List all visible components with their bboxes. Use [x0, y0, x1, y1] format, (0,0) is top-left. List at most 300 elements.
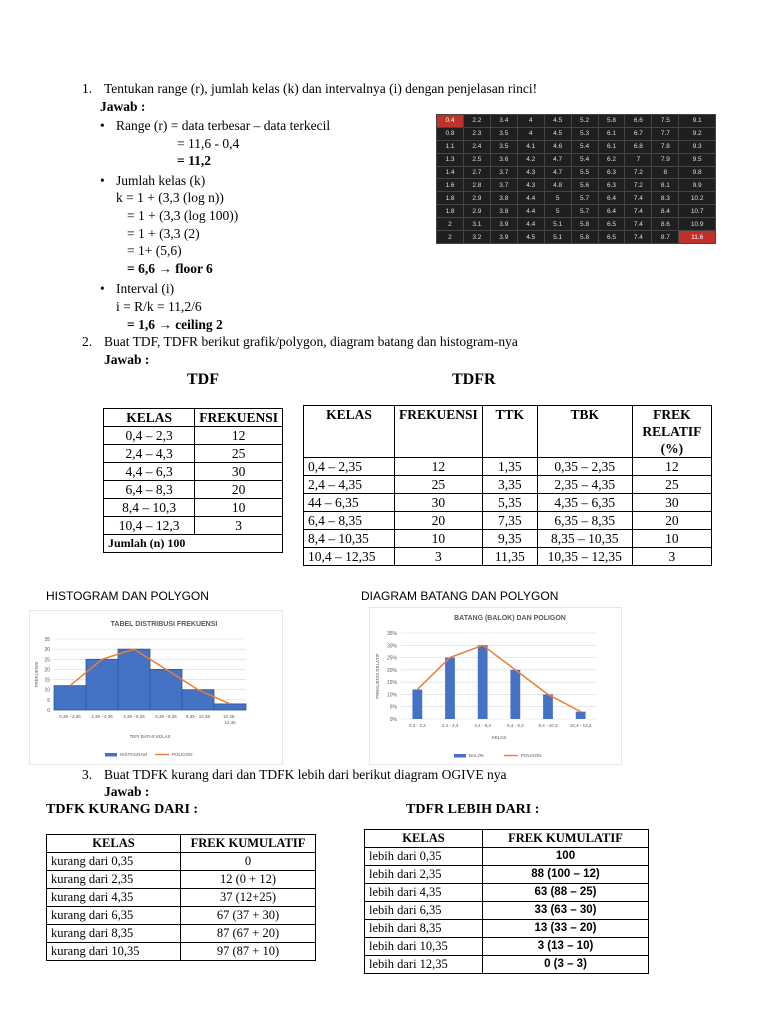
chart-bar — [150, 669, 182, 710]
chart-bar — [118, 649, 150, 710]
tdfr-header-tbk: TBK — [537, 406, 632, 458]
lebih-header-kelas: KELAS — [365, 830, 483, 848]
grid-cell: 4.5 — [544, 127, 571, 140]
q1-jawab: Jawab : — [100, 99, 146, 114]
q3-jawab: Jawab : — [104, 784, 150, 799]
kelas-line-2: = 1 + (3,3 (log 100)) — [127, 208, 239, 223]
grid-cell: 7.8 — [652, 140, 679, 153]
grid-cell: 5.4 — [571, 153, 598, 166]
tdfr-relatif: 25 — [632, 476, 711, 494]
lebih-frek: 100 — [483, 848, 649, 866]
table-row — [365, 866, 649, 884]
grid-cell: 5.1 — [544, 218, 571, 231]
x-tick-label: 0,35 - 2,35 — [59, 714, 81, 719]
x-tick-label: 10,4 - 12,3 — [569, 723, 592, 728]
kelas-line-4: = 1+ (5,6) — [127, 243, 182, 258]
kurang-frek: 0 — [181, 853, 316, 871]
kurang-header-frek: FREK KUMULATIF — [181, 835, 316, 853]
grid-cell: 4.4 — [517, 192, 544, 205]
x-tick-label: 8,4 - 10,3 — [538, 723, 558, 728]
table-row — [47, 871, 316, 889]
tdfr-kelas: 8,4 – 10,35 — [304, 530, 395, 548]
y-tick-label: 5 — [47, 697, 50, 704]
tdfr-relatif: 10 — [632, 530, 711, 548]
grid-cell: 4.3 — [517, 166, 544, 179]
kurang-kelas: kurang dari 4,35 — [47, 889, 181, 907]
table-row — [304, 548, 712, 566]
tdfr-ttk: 3,35 — [482, 476, 537, 494]
tdfr-kelas: 6,4 – 8,35 — [304, 512, 395, 530]
chart-bar — [412, 690, 422, 719]
tdf-kelas: 8,4 – 10,3 — [104, 499, 195, 517]
lebih-kelas: lebih dari 2,35 — [365, 866, 483, 884]
x-tick-label: 12,35 — [224, 720, 236, 725]
x-tick-label: 10,35 - — [222, 714, 238, 719]
tdfr-tbk: 0,35 – 2,35 — [537, 458, 632, 476]
grid-cell: 5.6 — [571, 179, 598, 192]
tdfr-relatif: 12 — [632, 458, 711, 476]
grid-cell: 4.5 — [544, 115, 571, 128]
grid-cell: 8 — [652, 166, 679, 179]
grid-cell: 4.2 — [517, 153, 544, 166]
table-row — [104, 427, 283, 445]
q2-jawab: Jawab : — [104, 352, 150, 367]
table-row — [365, 884, 649, 902]
tdfr-frek: 10 — [395, 530, 483, 548]
histogram-chart — [29, 610, 283, 765]
grid-cell: 3.5 — [490, 140, 517, 153]
tdfr-kelas: 10,4 – 12,35 — [304, 548, 395, 566]
y-tick-label: 10 — [44, 687, 50, 694]
grid-cell: 7.4 — [625, 192, 652, 205]
grid-cell: 2.7 — [463, 166, 490, 179]
legend-swatch-bar — [105, 753, 117, 757]
kelas-result: = 6,6 → floor 6 — [127, 261, 213, 276]
grid-cell: 3.4 — [490, 115, 517, 128]
lebih-frek: 3 (13 – 10) — [483, 938, 649, 956]
grid-cell: 5.8 — [598, 115, 625, 128]
table-row — [365, 956, 649, 974]
kurang-kelas: kurang dari 10,35 — [47, 943, 181, 961]
grid-cell: 9.2 — [679, 127, 716, 140]
tdf-heading: TDF — [187, 371, 219, 388]
chart-bar — [445, 658, 455, 719]
tdfr-relatif: 30 — [632, 494, 711, 512]
tdf-frek: 25 — [195, 445, 283, 463]
raw-data-grid — [436, 114, 716, 244]
grid-cell: 6.3 — [598, 179, 625, 192]
grid-cell: 10.2 — [679, 192, 716, 205]
histogram-caption: HISTOGRAM DAN POLYGON — [46, 589, 209, 603]
grid-cell: 9.5 — [679, 153, 716, 166]
grid-cell: 9.1 — [679, 115, 716, 128]
y-tick-label: 0% — [389, 717, 397, 723]
x-tick-label: 0,4 - 2,3 — [409, 723, 426, 728]
table-row — [304, 512, 712, 530]
grid-row — [437, 231, 716, 244]
grid-cell: 5.7 — [571, 205, 598, 218]
kurang-frek: 37 (12+25) — [181, 889, 316, 907]
grid-cell: 7.4 — [625, 205, 652, 218]
y-tick-label: 35% — [386, 631, 397, 637]
grid-cell: 3.7 — [490, 166, 517, 179]
y-tick-label: 0 — [47, 708, 50, 714]
grid-cell: 3.9 — [490, 218, 517, 231]
grid-cell: 3.8 — [490, 205, 517, 218]
grid-cell: 1.6 — [437, 179, 464, 192]
kurang-header-kelas: KELAS — [47, 835, 181, 853]
lebih-frek: 0 (3 – 3) — [483, 956, 649, 974]
grid-cell: 7.4 — [625, 231, 652, 244]
lebih-kelas: lebih dari 6,35 — [365, 902, 483, 920]
polygon-line — [417, 645, 580, 711]
range-result: = 11,2 — [177, 153, 211, 168]
legend-swatch-bar — [454, 754, 466, 758]
grid-cell: 8.1 — [652, 179, 679, 192]
x-axis-label: TEPI BATAS KELAS — [129, 734, 171, 739]
table-row — [365, 920, 649, 938]
grid-cell: 3.8 — [490, 192, 517, 205]
table-row — [365, 938, 649, 956]
grid-cell: 5.8 — [571, 218, 598, 231]
grid-cell: 5 — [544, 192, 571, 205]
table-row — [104, 463, 283, 481]
lebih-frek: 13 (33 – 20) — [483, 920, 649, 938]
histogram-svg — [30, 611, 284, 766]
range-label: • Range (r) = data terbesar – data terkecil — [116, 117, 330, 134]
table-row — [47, 907, 316, 925]
grid-cell: 7.2 — [625, 166, 652, 179]
grid-cell: 2.5 — [463, 153, 490, 166]
tdfr-relatif: 3 — [632, 548, 711, 566]
tdfr-heading: TDFR — [452, 371, 496, 388]
kelas-line-1: k = 1 + (3,3 (log n)) — [116, 190, 224, 205]
grid-cell: 9.3 — [679, 140, 716, 153]
table-row — [304, 458, 712, 476]
q1-number: 1. — [82, 81, 93, 96]
grid-cell: 5.3 — [571, 127, 598, 140]
grid-cell: 0.8 — [437, 127, 464, 140]
grid-cell: 6.2 — [598, 153, 625, 166]
x-tick-label: 4,35 - 6,35 — [123, 714, 145, 719]
kelas-line-3: = 1 + (3,3 (2) — [127, 226, 200, 241]
bar-svg — [370, 608, 623, 766]
chart-bar — [54, 686, 86, 710]
tdf-frek: 20 — [195, 481, 283, 499]
grid-cell: 6.3 — [598, 166, 625, 179]
table-row — [304, 476, 712, 494]
raw-data-table — [436, 114, 716, 244]
y-axis-label: FREKUENSI RELATIF — [375, 653, 380, 699]
grid-cell: 5.2 — [571, 115, 598, 128]
q1-text: Tentukan range (r), jumlah kelas (k) dan intervalnya (i) dengan penjelasan rinci! — [104, 81, 538, 96]
range-calc: = 11,6 - 0,4 — [177, 136, 240, 151]
tdfr-ttk: 9,35 — [482, 530, 537, 548]
tdf-frek: 30 — [195, 463, 283, 481]
tdfr-frek: 12 — [395, 458, 483, 476]
lebih-kelas: lebih dari 8,35 — [365, 920, 483, 938]
chart-bar — [86, 659, 118, 710]
lebih-kelas: lebih dari 12,35 — [365, 956, 483, 974]
grid-cell: 1.1 — [437, 140, 464, 153]
legend-label-bar: HISTOGRAM — [120, 752, 148, 757]
kurang-frek: 67 (37 + 30) — [181, 907, 316, 925]
interval-calc: i = R/k = 11,2/6 — [116, 299, 202, 314]
legend-label-line: POLIGON — [521, 753, 542, 758]
grid-cell: 7 — [625, 153, 652, 166]
grid-cell: 3.7 — [490, 179, 517, 192]
grid-cell: 4.7 — [544, 153, 571, 166]
x-tick-label: 6,35 - 8,35 — [155, 714, 177, 719]
grid-cell: 10.9 — [679, 218, 716, 231]
y-tick-label: 30 — [44, 647, 50, 654]
table-row — [104, 499, 283, 517]
grid-row — [437, 166, 716, 179]
lebih-frek: 63 (88 – 25) — [483, 884, 649, 902]
grid-cell: 8.3 — [652, 192, 679, 205]
grid-cell: 4.4 — [517, 218, 544, 231]
grid-cell: 5.1 — [544, 231, 571, 244]
grid-cell: 6.4 — [598, 205, 625, 218]
tdf-total: Jumlah (n) 100 — [104, 535, 283, 553]
y-tick-label: 10% — [386, 692, 397, 699]
table-row — [104, 517, 283, 535]
x-tick-label: 4,4 - 6,3 — [474, 723, 491, 728]
grid-row — [437, 218, 716, 231]
grid-cell: 2.8 — [463, 179, 490, 192]
tdfr-tbk: 10,35 – 12,35 — [537, 548, 632, 566]
grid-cell: 3.2 — [463, 231, 490, 244]
x-tick-label: 8,35 - 10,35 — [185, 714, 211, 719]
tdfr-tbk: 4,35 – 6,35 — [537, 494, 632, 512]
tdfr-frek: 20 — [395, 512, 483, 530]
grid-cell: 2 — [437, 218, 464, 231]
kurang-heading: TDFK KURANG DARI : — [46, 802, 199, 817]
tdf-kelas: 0,4 – 2,3 — [104, 427, 195, 445]
lebih-table — [364, 829, 649, 974]
grid-cell: 7.7 — [652, 127, 679, 140]
q2-number: 2. — [82, 334, 93, 349]
lebih-heading: TDFR LEBIH DARI : — [406, 802, 540, 817]
grid-cell: 6.8 — [625, 140, 652, 153]
kurang-kelas: kurang dari 0,35 — [47, 853, 181, 871]
grid-cell: 8.6 — [652, 218, 679, 231]
grid-cell: 9.9 — [679, 179, 716, 192]
grid-row — [437, 205, 716, 218]
y-tick-label: 15% — [386, 680, 397, 687]
y-tick-label: 20 — [44, 667, 50, 674]
grid-cell: 5.4 — [571, 140, 598, 153]
grid-cell: 6.7 — [625, 127, 652, 140]
chart-bar — [182, 690, 214, 710]
y-axis-label: FREKUENSI — [34, 661, 39, 688]
grid-cell: 3.1 — [463, 218, 490, 231]
grid-row — [437, 127, 716, 140]
grid-cell: 4.5 — [517, 231, 544, 244]
grid-cell: 2.9 — [463, 205, 490, 218]
tdfr-header-ttk: TTK — [482, 406, 537, 458]
tdfr-relatif: 20 — [632, 512, 711, 530]
q3-number: 3. — [82, 767, 93, 782]
table-row — [365, 902, 649, 920]
lebih-frek: 88 (100 – 12) — [483, 866, 649, 884]
x-tick-label: 2,35 - 4,35 — [91, 714, 113, 719]
grid-cell: 3.5 — [490, 127, 517, 140]
grid-cell: 1.3 — [437, 153, 464, 166]
chart-bar — [214, 704, 246, 710]
grid-cell: 10.7 — [679, 205, 716, 218]
tdf-header-kelas: KELAS — [104, 409, 195, 427]
grid-cell: 6.5 — [598, 218, 625, 231]
kurang-frek: 12 (0 + 12) — [181, 871, 316, 889]
lebih-kelas: lebih dari 10,35 — [365, 938, 483, 956]
q2-text: Buat TDF, TDFR berikut grafik/polygon, diagram batang dan histogram-nya — [104, 334, 518, 349]
grid-cell: 4.1 — [517, 140, 544, 153]
y-tick-label: 25 — [44, 657, 50, 664]
q3-text: Buat TDFK kurang dari dan TDFK lebih dari berikut diagram OGIVE nya — [104, 767, 507, 782]
y-tick-label: 20% — [386, 667, 397, 674]
grid-cell: 4 — [517, 127, 544, 140]
lebih-kelas: lebih dari 4,35 — [365, 884, 483, 902]
y-tick-label: 30% — [386, 643, 397, 650]
grid-row — [437, 140, 716, 153]
tdfr-ttk: 11,35 — [482, 548, 537, 566]
tdfr-ttk: 1,35 — [482, 458, 537, 476]
kurang-table — [46, 834, 316, 961]
grid-cell: 6.1 — [598, 140, 625, 153]
grid-cell: 1.4 — [437, 166, 464, 179]
tdfr-header-frekuensi: FREKUENSI — [395, 406, 483, 458]
grid-cell: 6.1 — [598, 127, 625, 140]
grid-cell: 6.4 — [598, 192, 625, 205]
table-row — [304, 494, 712, 512]
kurang-frek: 87 (67 + 20) — [181, 925, 316, 943]
table-row — [304, 530, 712, 548]
tdf-table — [103, 408, 283, 553]
x-tick-label: 2,4 - 4,3 — [441, 723, 459, 728]
tdf-kelas: 6,4 – 8,3 — [104, 481, 195, 499]
grid-cell: 8.7 — [652, 231, 679, 244]
grid-cell: 6.6 — [625, 115, 652, 128]
y-tick-label: 15 — [44, 677, 50, 684]
chart-title: BATANG (BALOK) DAN POLIGON — [454, 615, 566, 622]
grid-cell: 11.6 — [679, 231, 716, 244]
tdfr-tbk: 8,35 – 10,35 — [537, 530, 632, 548]
y-tick-label: 25% — [386, 655, 397, 662]
chart-bar — [576, 712, 586, 719]
tdf-kelas: 10,4 – 12,3 — [104, 517, 195, 535]
grid-cell: 5.5 — [571, 166, 598, 179]
table-row — [104, 445, 283, 463]
grid-cell: 2 — [437, 231, 464, 244]
lebih-kelas: lebih dari 0,35 — [365, 848, 483, 866]
grid-cell: 7.5 — [652, 115, 679, 128]
table-row — [47, 889, 316, 907]
grid-cell: 7.9 — [652, 153, 679, 166]
grid-cell: 6.5 — [598, 231, 625, 244]
legend-label-bar: BALOK — [469, 753, 485, 758]
tdf-kelas: 2,4 – 4,3 — [104, 445, 195, 463]
y-tick-label: 5% — [389, 704, 397, 711]
grid-row — [437, 115, 716, 128]
tdfr-ttk: 7,35 — [482, 512, 537, 530]
grid-cell: 5.8 — [571, 231, 598, 244]
chart-bar — [543, 694, 553, 719]
tdfr-kelas: 0,4 – 2,35 — [304, 458, 395, 476]
kelas-label: • Jumlah kelas (k) — [116, 172, 205, 189]
tdfr-frek: 3 — [395, 548, 483, 566]
tdfr-frek: 25 — [395, 476, 483, 494]
interval-result: = 1,6 → ceiling 2 — [127, 317, 223, 332]
kurang-kelas: kurang dari 6,35 — [47, 907, 181, 925]
tdf-frek: 10 — [195, 499, 283, 517]
grid-cell: 4.8 — [544, 179, 571, 192]
grid-row — [437, 153, 716, 166]
lebih-frek: 33 (63 – 30) — [483, 902, 649, 920]
chart-bar — [478, 645, 488, 719]
tdfr-kelas: 2,4 – 4,35 — [304, 476, 395, 494]
grid-cell: 2.4 — [463, 140, 490, 153]
interval-label: • Interval (i) — [116, 280, 174, 297]
tdf-header-frekuensi: FREKUENSI — [195, 409, 283, 427]
kurang-kelas: kurang dari 8,35 — [47, 925, 181, 943]
x-axis-label: KELAS — [491, 735, 507, 740]
tdfr-frek: 30 — [395, 494, 483, 512]
grid-cell: 4.7 — [544, 166, 571, 179]
table-row — [47, 853, 316, 871]
tdfr-tbk: 6,35 – 8,35 — [537, 512, 632, 530]
grid-cell: 4.3 — [517, 179, 544, 192]
table-row — [47, 925, 316, 943]
y-tick-label: 35 — [44, 637, 50, 643]
chart-title: TABEL DISTRIBUSI FREKUENSI — [110, 621, 218, 628]
grid-cell: 0.4 — [437, 115, 464, 128]
tdfr-tbk: 2,35 – 4,35 — [537, 476, 632, 494]
grid-cell: 2.2 — [463, 115, 490, 128]
grid-cell: 2.9 — [463, 192, 490, 205]
grid-cell: 2.3 — [463, 127, 490, 140]
grid-cell: 5 — [544, 205, 571, 218]
table-row — [47, 943, 316, 961]
kurang-frek: 97 (87 + 10) — [181, 943, 316, 961]
grid-cell: 4.6 — [544, 140, 571, 153]
grid-cell: 5.7 — [571, 192, 598, 205]
tdfr-header-frek-relatif: FREK RELATIF (%) — [632, 406, 711, 458]
x-tick-label: 6,4 - 8,3 — [507, 723, 524, 728]
grid-cell: 1.8 — [437, 205, 464, 218]
bar-chart — [369, 607, 622, 765]
table-row — [104, 481, 283, 499]
grid-cell: 7.2 — [625, 179, 652, 192]
bar-caption: DIAGRAM BATANG DAN POLYGON — [361, 589, 559, 603]
grid-cell: 1.8 — [437, 192, 464, 205]
tdfr-header-kelas: KELAS — [304, 406, 395, 458]
tdfr-kelas: 44 – 6,35 — [304, 494, 395, 512]
grid-cell: 4 — [517, 115, 544, 128]
grid-cell: 9.8 — [679, 166, 716, 179]
grid-cell: 8.4 — [652, 205, 679, 218]
grid-cell: 4.4 — [517, 205, 544, 218]
table-row — [365, 848, 649, 866]
tdfr-ttk: 5,35 — [482, 494, 537, 512]
tdf-frek: 12 — [195, 427, 283, 445]
chart-bar — [510, 670, 520, 719]
legend-label-line: POLIGON — [172, 752, 193, 757]
lebih-header-frek: FREK KUMULATIF — [483, 830, 649, 848]
kurang-kelas: kurang dari 2,35 — [47, 871, 181, 889]
grid-row — [437, 192, 716, 205]
tdf-kelas: 4,4 – 6,3 — [104, 463, 195, 481]
